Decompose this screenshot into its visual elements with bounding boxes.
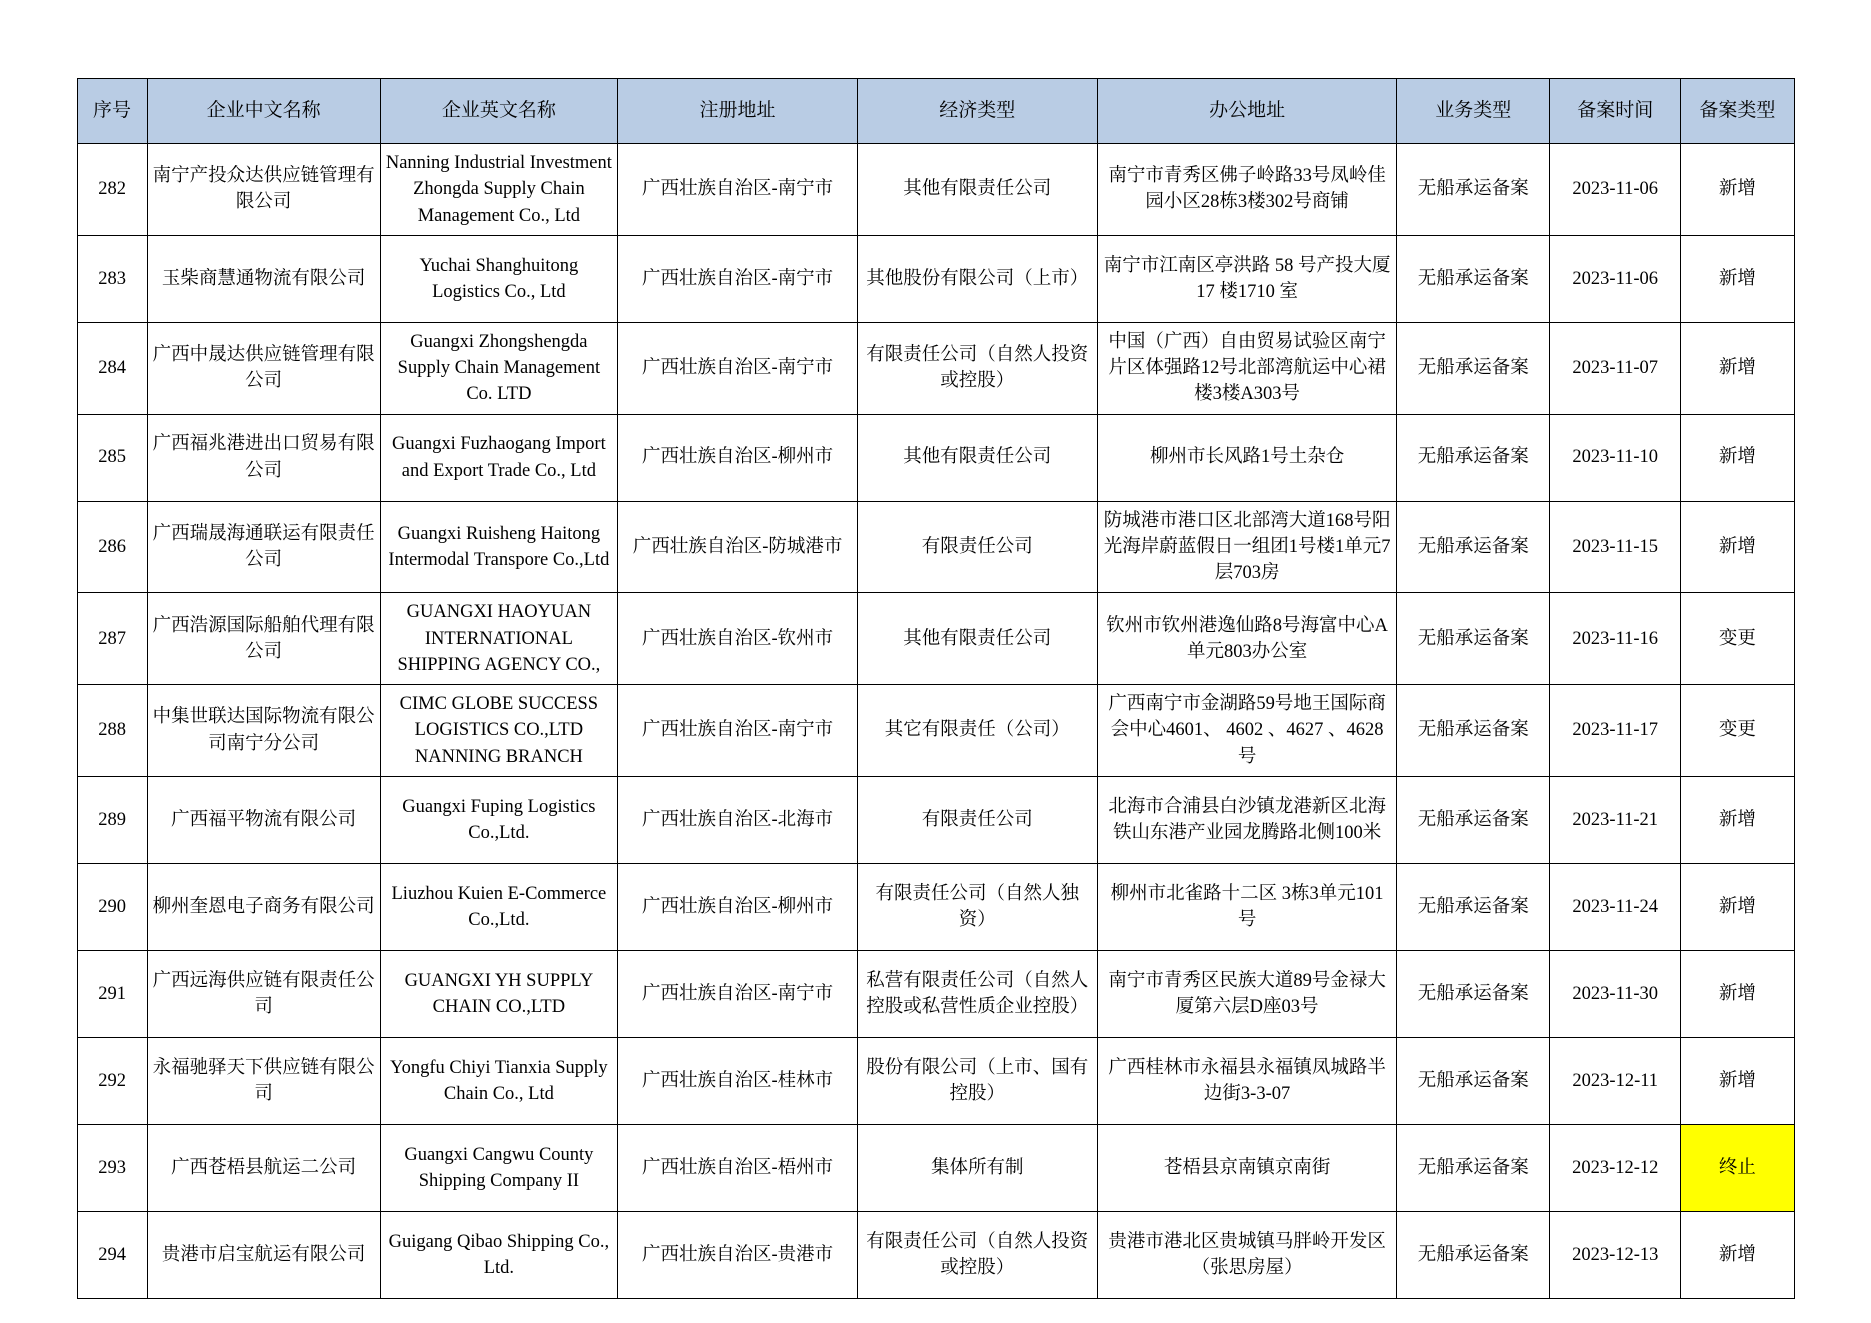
cell-record-date: 2023-11-16 — [1550, 593, 1681, 685]
table-header — [77, 79, 1794, 144]
cell-biz-type: 无船承运备案 — [1397, 950, 1550, 1037]
table-row — [77, 322, 1794, 414]
table-row — [77, 501, 1794, 593]
table-row — [77, 593, 1794, 685]
cell-biz-type: 无船承运备案 — [1397, 1037, 1550, 1124]
cell-name-cn: 南宁产投众达供应链管理有限公司 — [147, 144, 380, 236]
cell-name-cn: 广西福平物流有限公司 — [147, 776, 380, 863]
cell-office-address: 南宁市青秀区佛子岭路33号凤岭佳园小区28栋3楼302号商铺 — [1097, 144, 1397, 236]
cell-record-date: 2023-11-21 — [1550, 776, 1681, 863]
cell-reg-address: 广西壮族自治区-贵港市 — [618, 1211, 858, 1298]
table-body — [77, 144, 1794, 1299]
column-header-name-cn: 企业中文名称 — [147, 79, 380, 144]
cell-reg-address: 广西壮族自治区-南宁市 — [618, 322, 858, 414]
cell-name-en: Guangxi Zhongshengda Supply Chain Management Co. LTD — [380, 322, 618, 414]
table-row — [77, 1124, 1794, 1211]
cell-name-en: Liuzhou Kuien E-Commerce Co.,Ltd. — [380, 863, 618, 950]
column-header-office-address: 办公地址 — [1097, 79, 1397, 144]
cell-biz-type: 无船承运备案 — [1397, 1124, 1550, 1211]
cell-record-date: 2023-11-10 — [1550, 414, 1681, 501]
cell-record-date: 2023-11-07 — [1550, 322, 1681, 414]
column-header-seq: 序号 — [77, 79, 147, 144]
cell-office-address: 柳州市北雀路十二区 3栋3单元101号 — [1097, 863, 1397, 950]
cell-name-en: Guangxi Cangwu County Shipping Company II — [380, 1124, 618, 1211]
cell-econ-type: 集体所有制 — [857, 1124, 1097, 1211]
column-header-name-en: 企业英文名称 — [380, 79, 618, 144]
cell-seq: 290 — [77, 863, 147, 950]
cell-reg-address: 广西壮族自治区-防城港市 — [618, 501, 858, 593]
cell-name-en: Nanning Industrial Investment Zhongda Supply Chain Management Co., Ltd — [380, 144, 618, 236]
cell-econ-type: 股份有限公司（上市、国有控股） — [857, 1037, 1097, 1124]
cell-seq: 287 — [77, 593, 147, 685]
cell-record-type: 新增 — [1681, 1211, 1794, 1298]
cell-name-en: Guangxi Fuzhaogang Import and Export Trade Co., Ltd — [380, 414, 618, 501]
cell-record-date: 2023-12-11 — [1550, 1037, 1681, 1124]
cell-record-type: 新增 — [1681, 144, 1794, 236]
cell-name-en: Guangxi Fuping Logistics Co.,Ltd. — [380, 776, 618, 863]
cell-biz-type: 无船承运备案 — [1397, 235, 1550, 322]
cell-biz-type: 无船承运备案 — [1397, 1211, 1550, 1298]
cell-record-type: 新增 — [1681, 235, 1794, 322]
cell-reg-address: 广西壮族自治区-南宁市 — [618, 235, 858, 322]
cell-name-cn: 玉柴商慧通物流有限公司 — [147, 235, 380, 322]
cell-office-address: 广西桂林市永福县永福镇凤城路半边街3-3-07 — [1097, 1037, 1397, 1124]
cell-biz-type: 无船承运备案 — [1397, 322, 1550, 414]
cell-record-type: 新增 — [1681, 1037, 1794, 1124]
cell-econ-type: 其他股份有限公司（上市） — [857, 235, 1097, 322]
cell-office-address: 中国（广西）自由贸易试验区南宁片区体强路12号北部湾航运中心裙楼3楼A303号 — [1097, 322, 1397, 414]
cell-record-type: 新增 — [1681, 322, 1794, 414]
cell-econ-type: 其他有限责任公司 — [857, 144, 1097, 236]
table-row — [77, 776, 1794, 863]
table-row — [77, 863, 1794, 950]
cell-name-cn: 广西远海供应链有限责任公司 — [147, 950, 380, 1037]
cell-seq: 284 — [77, 322, 147, 414]
cell-record-type: 新增 — [1681, 950, 1794, 1037]
cell-name-en: Yuchai Shanghuitong Logistics Co., Ltd — [380, 235, 618, 322]
cell-office-address: 贵港市港北区贵城镇马胖岭开发区（张思房屋） — [1097, 1211, 1397, 1298]
cell-name-cn: 永福驰驿天下供应链有限公司 — [147, 1037, 380, 1124]
cell-record-type: 新增 — [1681, 414, 1794, 501]
cell-office-address: 广西南宁市金湖路59号地王国际商会中心4601、 4602 、4627 、4628号 — [1097, 685, 1397, 777]
cell-office-address: 柳州市长风路1号土杂仓 — [1097, 414, 1397, 501]
cell-seq: 292 — [77, 1037, 147, 1124]
cell-name-en: Guigang Qibao Shipping Co., Ltd. — [380, 1211, 618, 1298]
cell-econ-type: 有限责任公司（自然人投资或控股） — [857, 1211, 1097, 1298]
cell-econ-type: 其他有限责任公司 — [857, 593, 1097, 685]
cell-office-address: 钦州市钦州港逸仙路8号海富中心A单元803办公室 — [1097, 593, 1397, 685]
cell-office-address: 防城港市港口区北部湾大道168号阳光海岸蔚蓝假日一组团1号楼1单元7层703房 — [1097, 501, 1397, 593]
cell-biz-type: 无船承运备案 — [1397, 863, 1550, 950]
cell-seq: 286 — [77, 501, 147, 593]
cell-seq: 282 — [77, 144, 147, 236]
column-header-record-date: 备案时间 — [1550, 79, 1681, 144]
cell-seq: 285 — [77, 414, 147, 501]
cell-name-en: Yongfu Chiyi Tianxia Supply Chain Co., Ltd — [380, 1037, 618, 1124]
cell-reg-address: 广西壮族自治区-桂林市 — [618, 1037, 858, 1124]
cell-reg-address: 广西壮族自治区-南宁市 — [618, 144, 858, 236]
cell-reg-address: 广西壮族自治区-柳州市 — [618, 863, 858, 950]
table-row — [77, 235, 1794, 322]
cell-seq: 283 — [77, 235, 147, 322]
cell-office-address: 北海市合浦县白沙镇龙港新区北海铁山东港产业园龙腾路北侧100米 — [1097, 776, 1397, 863]
cell-reg-address: 广西壮族自治区-北海市 — [618, 776, 858, 863]
cell-biz-type: 无船承运备案 — [1397, 593, 1550, 685]
cell-reg-address: 广西壮族自治区-南宁市 — [618, 950, 858, 1037]
table-row — [77, 144, 1794, 236]
cell-name-cn: 贵港市启宝航运有限公司 — [147, 1211, 380, 1298]
cell-biz-type: 无船承运备案 — [1397, 414, 1550, 501]
cell-record-type: 变更 — [1681, 593, 1794, 685]
cell-seq: 291 — [77, 950, 147, 1037]
cell-econ-type: 有限责任公司 — [857, 776, 1097, 863]
cell-name-cn: 广西苍梧县航运二公司 — [147, 1124, 380, 1211]
cell-econ-type: 私营有限责任公司（自然人控股或私营性质企业控股） — [857, 950, 1097, 1037]
cell-record-date: 2023-11-06 — [1550, 235, 1681, 322]
column-header-reg-address: 注册地址 — [618, 79, 858, 144]
cell-name-cn: 广西福兆港进出口贸易有限公司 — [147, 414, 380, 501]
cell-record-type: 新增 — [1681, 863, 1794, 950]
cell-record-type: 终止 — [1681, 1124, 1794, 1211]
cell-biz-type: 无船承运备案 — [1397, 501, 1550, 593]
cell-record-date: 2023-11-24 — [1550, 863, 1681, 950]
cell-biz-type: 无船承运备案 — [1397, 776, 1550, 863]
cell-name-en: Guangxi Ruisheng Haitong Intermodal Transpore Co.,Ltd — [380, 501, 618, 593]
table-row — [77, 414, 1794, 501]
cell-office-address: 南宁市青秀区民族大道89号金禄大厦第六层D座03号 — [1097, 950, 1397, 1037]
table-row — [77, 1211, 1794, 1298]
table-row — [77, 950, 1794, 1037]
cell-name-cn: 中集世联达国际物流有限公司南宁分公司 — [147, 685, 380, 777]
cell-office-address: 苍梧县京南镇京南街 — [1097, 1124, 1397, 1211]
column-header-record-type: 备案类型 — [1681, 79, 1794, 144]
cell-record-date: 2023-11-15 — [1550, 501, 1681, 593]
cell-office-address: 南宁市江南区亭洪路 58 号产投大厦 17 楼1710 室 — [1097, 235, 1397, 322]
company-registry-table — [77, 78, 1795, 1299]
cell-record-date: 2023-12-13 — [1550, 1211, 1681, 1298]
cell-name-cn: 广西中晟达供应链管理有限公司 — [147, 322, 380, 414]
cell-reg-address: 广西壮族自治区-梧州市 — [618, 1124, 858, 1211]
cell-name-en: GUANGXI HAOYUAN INTERNATIONAL SHIPPING AGENCY CO., — [380, 593, 618, 685]
cell-reg-address: 广西壮族自治区-钦州市 — [618, 593, 858, 685]
cell-name-cn: 广西浩源国际船舶代理有限公司 — [147, 593, 380, 685]
cell-econ-type: 有限责任公司（自然人投资或控股） — [857, 322, 1097, 414]
column-header-biz-type: 业务类型 — [1397, 79, 1550, 144]
cell-biz-type: 无船承运备案 — [1397, 144, 1550, 236]
cell-seq: 289 — [77, 776, 147, 863]
cell-econ-type: 有限责任公司（自然人独资） — [857, 863, 1097, 950]
cell-seq: 294 — [77, 1211, 147, 1298]
cell-record-type: 新增 — [1681, 776, 1794, 863]
cell-name-cn: 柳州奎恩电子商务有限公司 — [147, 863, 380, 950]
cell-reg-address: 广西壮族自治区-柳州市 — [618, 414, 858, 501]
cell-seq: 288 — [77, 685, 147, 777]
cell-name-en: GUANGXI YH SUPPLY CHAIN CO.,LTD — [380, 950, 618, 1037]
cell-seq: 293 — [77, 1124, 147, 1211]
table-header-row — [77, 79, 1794, 144]
cell-record-date: 2023-11-30 — [1550, 950, 1681, 1037]
table-row — [77, 685, 1794, 777]
cell-name-cn: 广西瑞晟海通联运有限责任公司 — [147, 501, 380, 593]
cell-record-date: 2023-11-06 — [1550, 144, 1681, 236]
cell-reg-address: 广西壮族自治区-南宁市 — [618, 685, 858, 777]
cell-record-type: 变更 — [1681, 685, 1794, 777]
cell-econ-type: 其他有限责任公司 — [857, 414, 1097, 501]
cell-record-date: 2023-12-12 — [1550, 1124, 1681, 1211]
cell-name-en: CIMC GLOBE SUCCESS LOGISTICS CO.,LTD NANNING BRANCH — [380, 685, 618, 777]
column-header-econ-type: 经济类型 — [857, 79, 1097, 144]
cell-record-date: 2023-11-17 — [1550, 685, 1681, 777]
cell-econ-type: 有限责任公司 — [857, 501, 1097, 593]
cell-record-type: 新增 — [1681, 501, 1794, 593]
cell-econ-type: 其它有限责任（公司） — [857, 685, 1097, 777]
cell-biz-type: 无船承运备案 — [1397, 685, 1550, 777]
table-row — [77, 1037, 1794, 1124]
